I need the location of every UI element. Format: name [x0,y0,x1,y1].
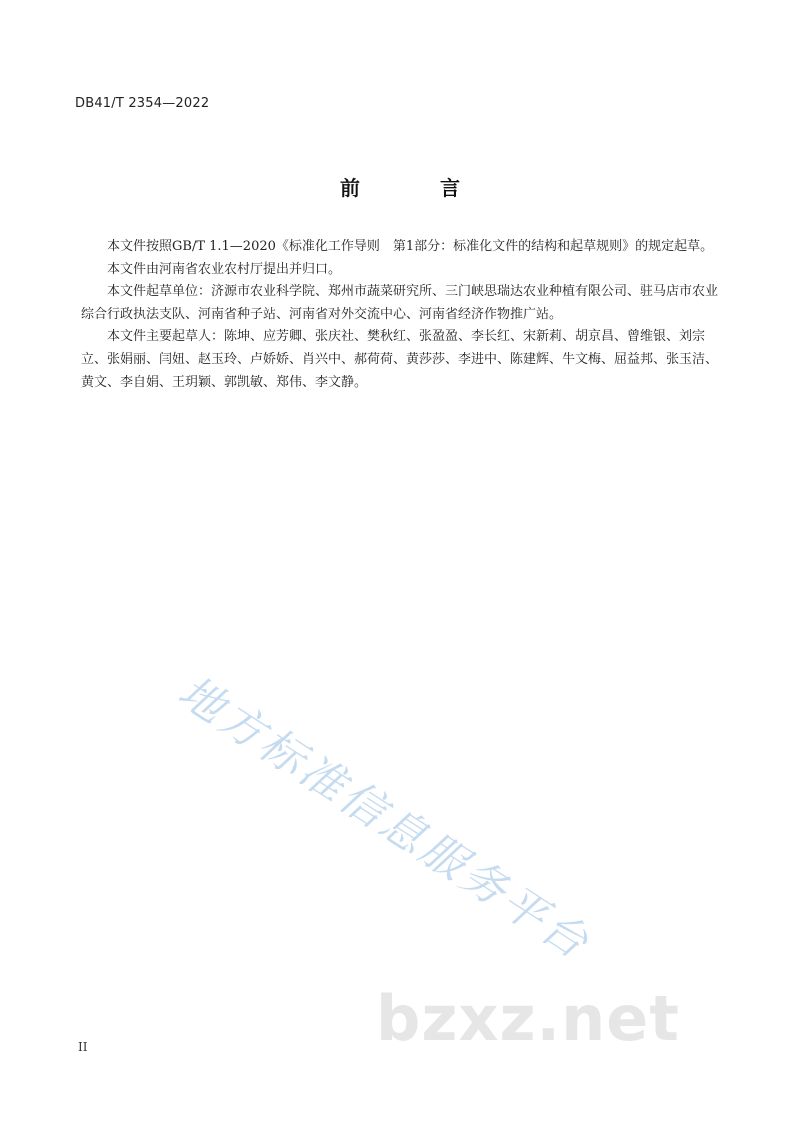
paragraph-drafting-units: 本文件起草单位：济源市农业科学院、郑州市蔬菜研究所、三门峡思瑞达农业种植有限公司、驻马店市农业综合行政执法支队、河南省种子站、河南省对外交流中心、河南省经济作物推广站。 [81,284,719,322]
document-code: DB41/T 2354—2022 [75,96,210,111]
watermark-text: 地方标准信息服务平台 [169,666,600,971]
document-body [81,236,721,394]
brand-watermark: bzxz.net [376,982,680,1055]
paragraph-proposer: 本文件由河南省农业农村厅提出并归口。 [107,261,342,277]
paragraph-drafters: 本文件主要起草人：陈坤、应芳卿、张庆社、樊秋红、张盈盈、李长红、宋新莉、胡京昌、曾维银、刘宗立、张娟丽、闫妞、赵玉玲、卢娇娇、肖兴中、郝荷荷、黄莎莎、李进中、陈建辉、牛文梅、屈益邦、张玉洁、黄文、李自娟、王玥颖、郭凯敏、郑伟、李文静。 [81,329,719,390]
page-number: II [78,1040,88,1054]
page-title: 前 言 [340,176,490,200]
paragraph-drafting-rules: 本文件按照GB/T 1.1—2020《标准化工作导则 第1部分：标准化文件的结构和起草规则》的规定起草。 [107,239,714,254]
